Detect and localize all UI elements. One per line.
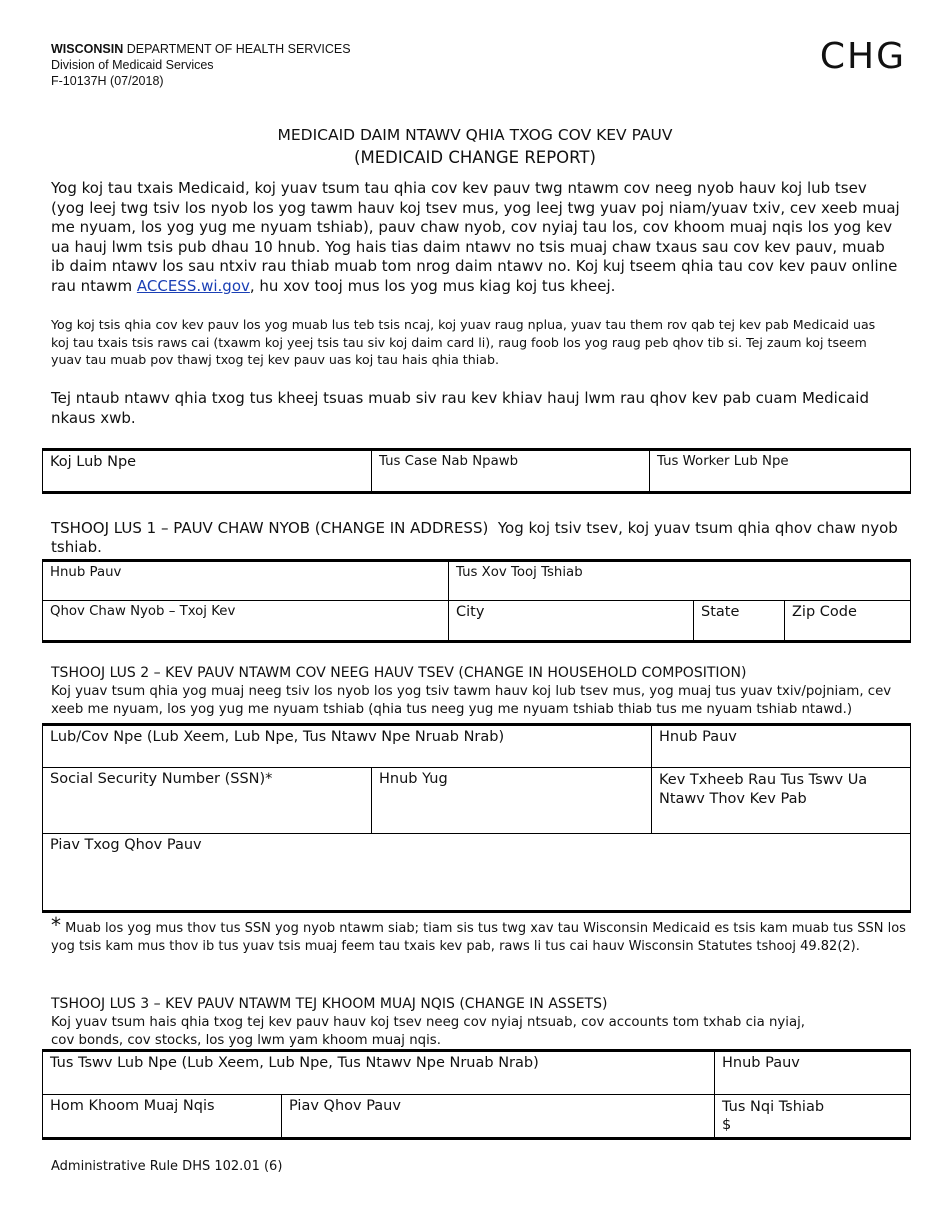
- asset-change-table: [42, 1049, 911, 1140]
- section3-instruction: Koj yuav tsum hais qhia txog tej kev pauv hauv koj tsev neeg cov nyiaj ntsuab, cov accounts tom txhab cia nyiaj, cov bonds, cov stocks, los yog lwm yam khoom muaj nqis.: [51, 1015, 806, 1048]
- access-link[interactable]: ACCESS.wi.gov: [136, 276, 250, 295]
- penalty-paragraph: Yog koj tsis qhia cov kev pauv los yog muab lus teb tsis ncaj, koj yuav raug nplua, yuav tau them rov qab tej kev pab Medicaid uas koj tau txais tsis raws cai (txawm koj yeej tsis tau siv koj daim card li), raug foob los yog raug peb qhov tib si. Tej zaum koj tseem yuav tau muab pov thawj txog tej kev pauv uas koj tau hais qhia thiab.: [51, 317, 876, 368]
- currency-symbol: $: [722, 1117, 732, 1133]
- applicant-info-table: [42, 448, 911, 494]
- footnote-text: Muab los yog mus thov tus SSN yog nyob ntawm siab; tiam sis tus twg xav tau Wisconsin Medicaid es tsis kam muab tus SSN los yog tsis kam mus thov ib tus yuav tsis muaj feem tau txais kev pab, raws li tus cai hauv Wisconsin Statutes tshooj 49.82(2).: [51, 921, 906, 954]
- state-field[interactable]: State: [694, 601, 785, 642]
- department-name: DEPARTMENT OF HEALTH SERVICES: [126, 42, 351, 56]
- section1-title: TSHOOJ LUS 1 – PAUV CHAW NYOB (CHANGE IN ADDRESS): [51, 519, 489, 537]
- member-name-field[interactable]: Lub/Cov Npe (Lub Xeem, Lub Npe, Tus Ntawv Npe Nruab Nrab): [43, 725, 652, 768]
- section3-title: TSHOOJ LUS 3 – KEV PAUV NTAWM TEJ KHOOM MUAJ NQIS (CHANGE IN ASSETS): [51, 996, 608, 1012]
- state-name: WISCONSIN: [51, 42, 124, 56]
- section2-describe-field[interactable]: Piav Txog Qhov Pauv: [43, 834, 911, 912]
- section3-date-changed-field[interactable]: Hnub Pauv: [715, 1051, 911, 1095]
- ssn-field[interactable]: Social Security Number (SSN)*: [43, 768, 372, 834]
- form-subtitle: (MEDICAID CHANGE REPORT): [354, 148, 596, 167]
- footnote-star: *: [51, 913, 61, 937]
- form-number: F-10137H (07/2018): [51, 74, 164, 88]
- city-field[interactable]: [449, 601, 694, 642]
- division-name: Division of Medicaid Services: [51, 58, 214, 72]
- zip-code-field[interactable]: Zip Code: [785, 601, 911, 642]
- agency-line: [51, 41, 351, 57]
- new-phone-field[interactable]: Tus Xov Tooj Tshiab: [449, 561, 911, 601]
- section3-describe-field[interactable]: Piav Qhov Pauv: [282, 1095, 715, 1139]
- section1-header: [51, 519, 901, 557]
- new-value-field[interactable]: [715, 1095, 911, 1139]
- owner-name-field[interactable]: Tus Tswv Lub Npe (Lub Xeem, Lub Npe, Tus Ntawv Npe Nruab Nrab): [43, 1051, 715, 1095]
- street-address-field[interactable]: Qhov Chaw Nyob – Txoj Kev: [43, 601, 449, 642]
- address-change-table: [42, 559, 911, 643]
- section1-date-changed-field[interactable]: Hnub Pauv: [43, 561, 449, 601]
- new-value-label: Tus Nqi Tshiab: [722, 1099, 825, 1115]
- asset-type-field[interactable]: Hom Khoom Muaj Nqis: [43, 1095, 282, 1139]
- administrative-rule: Administrative Rule DHS 102.01 (6): [51, 1159, 283, 1174]
- form-title: MEDICAID DAIM NTAWV QHIA TXOG COV KEV PAUV: [277, 126, 673, 144]
- relationship-field[interactable]: Kev Txheeb Rau Tus Tswv Ua Ntawv Thov Kev Pab: [652, 768, 911, 834]
- form-code: CHG: [819, 36, 906, 77]
- ssn-footnote: [51, 913, 906, 956]
- intro-text: Yog koj tau txais Medicaid, koj yuav tsum tau qhia cov kev pauv twg ntawm cov neeg nyob hauv koj lub tsev (yog leej twg tsiv los nyob los yog tawm hauv koj tsev mus, yog leej twg yuav poj niam/yuav txiv, cev xeeb muaj me nyuam, los yog yug me nyuam tshiab), pauv chaw nyob, cov nyiaj tau los, cov khoom muaj nqis los yog kev ua hauj lwm tsis pub dhau 10 hnub. Yog hais tias daim ntawv no tsis muaj chaw txaus sau cov kev pauv, muab ib daim ntawv los sau ntxiv rau thiab muab tom nrog daim ntawv no. Koj kuj tseem qhia tau cov kev pauv online rau ntawm: [51, 179, 900, 295]
- section1-instruction: Yog koj tsiv tsev, koj yuav tsum qhia qhov chaw nyob tshiab.: [51, 519, 898, 556]
- section2-title: TSHOOJ LUS 2 – KEV PAUV NTAWM COV NEEG HAUV TSEV (CHANGE IN HOUSEHOLD COMPOSITION): [51, 665, 747, 681]
- case-number-field[interactable]: Tus Case Nab Npawb: [372, 450, 650, 493]
- intro-paragraph: [51, 179, 901, 297]
- worker-name-field[interactable]: Tus Worker Lub Npe: [650, 450, 911, 493]
- your-name-field[interactable]: Koj Lub Npe: [43, 450, 372, 493]
- intro-text-end: , hu xov tooj mus los yog mus kiag koj tus kheej.: [249, 276, 616, 295]
- household-change-table: [42, 723, 911, 913]
- section2-instruction: Koj yuav tsum qhia yog muaj neeg tsiv los nyob los yog tsiv tawm hauv koj lub tsev mus, yog muaj tus yuav txiv/pojniam, cev xeeb me nyuam, los yog yug me nyuam tshiab (qhia tus neeg yug me nyuam tshiab thiab tus me nyuam tshiab ntawd.): [51, 684, 892, 717]
- birth-date-field[interactable]: Hnub Yug: [372, 768, 652, 834]
- section2-date-changed-field[interactable]: Hnub Pauv: [652, 725, 911, 768]
- city-label: City: [456, 604, 485, 620]
- privacy-paragraph: Tej ntaub ntawv qhia txog tus kheej tsuas muab siv rau kev khiav hauj lwm rau qhov kev pab cuam Medicaid nkaus xwb.: [51, 389, 869, 427]
